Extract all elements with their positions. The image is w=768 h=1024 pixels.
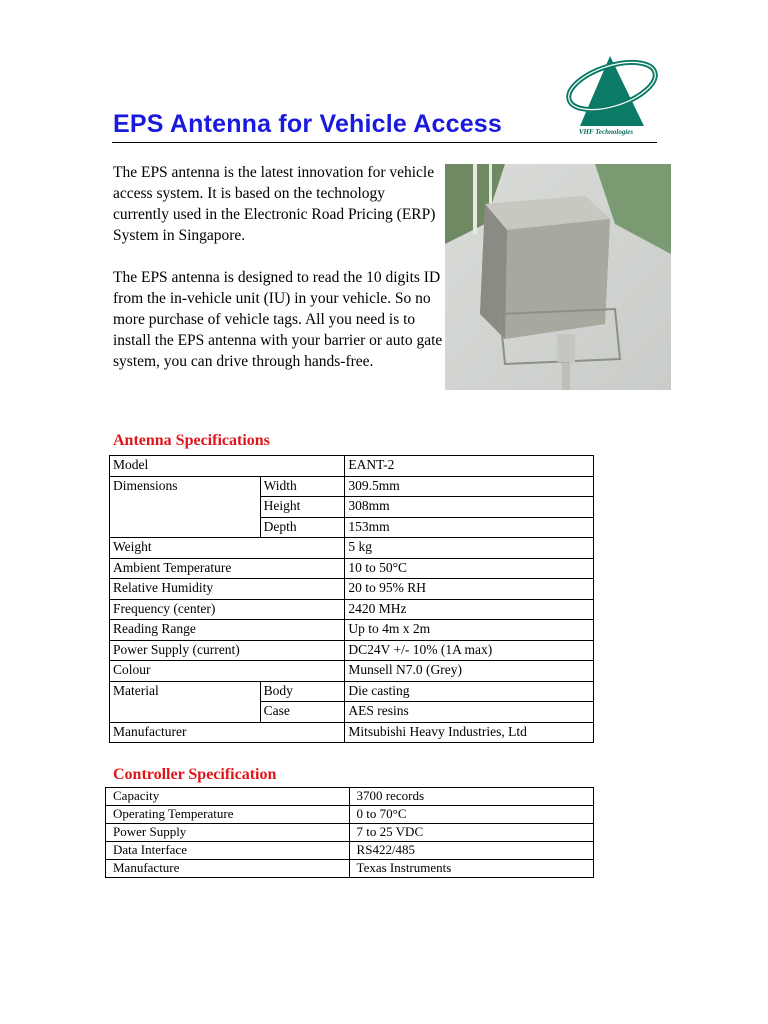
spec-label: Weight	[110, 538, 345, 559]
spec-value: 308mm	[345, 497, 594, 518]
intro-text	[113, 162, 443, 393]
spec-value: Die casting	[345, 681, 594, 702]
table-row	[110, 456, 594, 477]
spec-value: 309.5mm	[345, 476, 594, 497]
table-row	[110, 476, 594, 497]
table-row	[110, 620, 594, 641]
controller-specs-heading: Controller Specification	[113, 766, 277, 783]
spec-sublabel: Height	[260, 497, 345, 518]
spec-value: Texas Instruments	[349, 860, 593, 878]
spec-value: 3700 records	[349, 788, 593, 806]
title-divider	[112, 142, 657, 143]
table-row	[110, 661, 594, 682]
spec-value: 20 to 95% RH	[345, 579, 594, 600]
table-row	[110, 558, 594, 579]
spec-label: Model	[110, 456, 345, 477]
spec-label: Manufacture	[106, 860, 350, 878]
spec-label: Power Supply (current)	[110, 640, 345, 661]
antenna-specs-table	[109, 455, 594, 743]
table-row	[106, 806, 594, 824]
antenna-photo-illustration	[445, 164, 671, 390]
spec-value: AES resins	[345, 702, 594, 723]
spec-sublabel: Width	[260, 476, 345, 497]
spec-label: Frequency (center)	[110, 599, 345, 620]
table-row	[110, 599, 594, 620]
spec-label: Ambient Temperature	[110, 558, 345, 579]
table-row	[110, 538, 594, 559]
spec-value: 7 to 25 VDC	[349, 824, 593, 842]
table-row	[106, 788, 594, 806]
antenna-photo	[445, 164, 671, 390]
vhf-logo-icon	[560, 46, 660, 138]
spec-value: RS422/485	[349, 842, 593, 860]
spec-value: 153mm	[345, 517, 594, 538]
spec-value: 10 to 50°C	[345, 558, 594, 579]
antenna-specs-heading: Antenna Specifications	[113, 432, 270, 449]
spec-sublabel: Body	[260, 681, 345, 702]
intro-paragraph-1: The EPS antenna is the latest innovation for vehicle access system. It is based on the technology currently used in the Electronic Road Pricing (ERP) System in Singapore.	[113, 164, 436, 244]
table-row	[110, 579, 594, 600]
table-row	[106, 824, 594, 842]
spec-label: Dimensions	[110, 476, 261, 538]
spec-label: Data Interface	[106, 842, 350, 860]
spec-value: EANT-2	[345, 456, 594, 477]
spec-label: Operating Temperature	[106, 806, 350, 824]
table-row	[110, 722, 594, 743]
table-row	[106, 842, 594, 860]
page-title: EPS Antenna for Vehicle Access	[113, 110, 503, 138]
spec-value: DC24V +/- 10% (1A max)	[345, 640, 594, 661]
spec-value: Up to 4m x 2m	[345, 620, 594, 641]
spec-label: Reading Range	[110, 620, 345, 641]
spec-label: Relative Humidity	[110, 579, 345, 600]
spec-label: Capacity	[106, 788, 350, 806]
spec-label: Colour	[110, 661, 345, 682]
spec-label: Power Supply	[106, 824, 350, 842]
spec-label: Material	[110, 681, 261, 722]
spec-sublabel: Case	[260, 702, 345, 723]
table-row	[110, 640, 594, 661]
spec-value: 2420 MHz	[345, 599, 594, 620]
spec-value: 5 kg	[345, 538, 594, 559]
controller-specs-table	[105, 787, 594, 878]
spec-value: Mitsubishi Heavy Industries, Ltd	[345, 722, 594, 743]
spec-value: Munsell N7.0 (Grey)	[345, 661, 594, 682]
logo-text: VHF Technologies	[578, 128, 634, 136]
spec-value: 0 to 70°C	[349, 806, 593, 824]
spec-label: Manufacturer	[110, 722, 345, 743]
intro-paragraph-2: The EPS antenna is designed to read the 10 digits ID from the in-vehicle unit (IU) in your vehicle. So no more purchase of vehicle tags. All you need is to install the EPS antenna with your barrier or auto gate system, you can drive through hands-free.	[113, 269, 443, 370]
table-row	[110, 681, 594, 702]
spec-sublabel: Depth	[260, 517, 345, 538]
table-row	[106, 860, 594, 878]
